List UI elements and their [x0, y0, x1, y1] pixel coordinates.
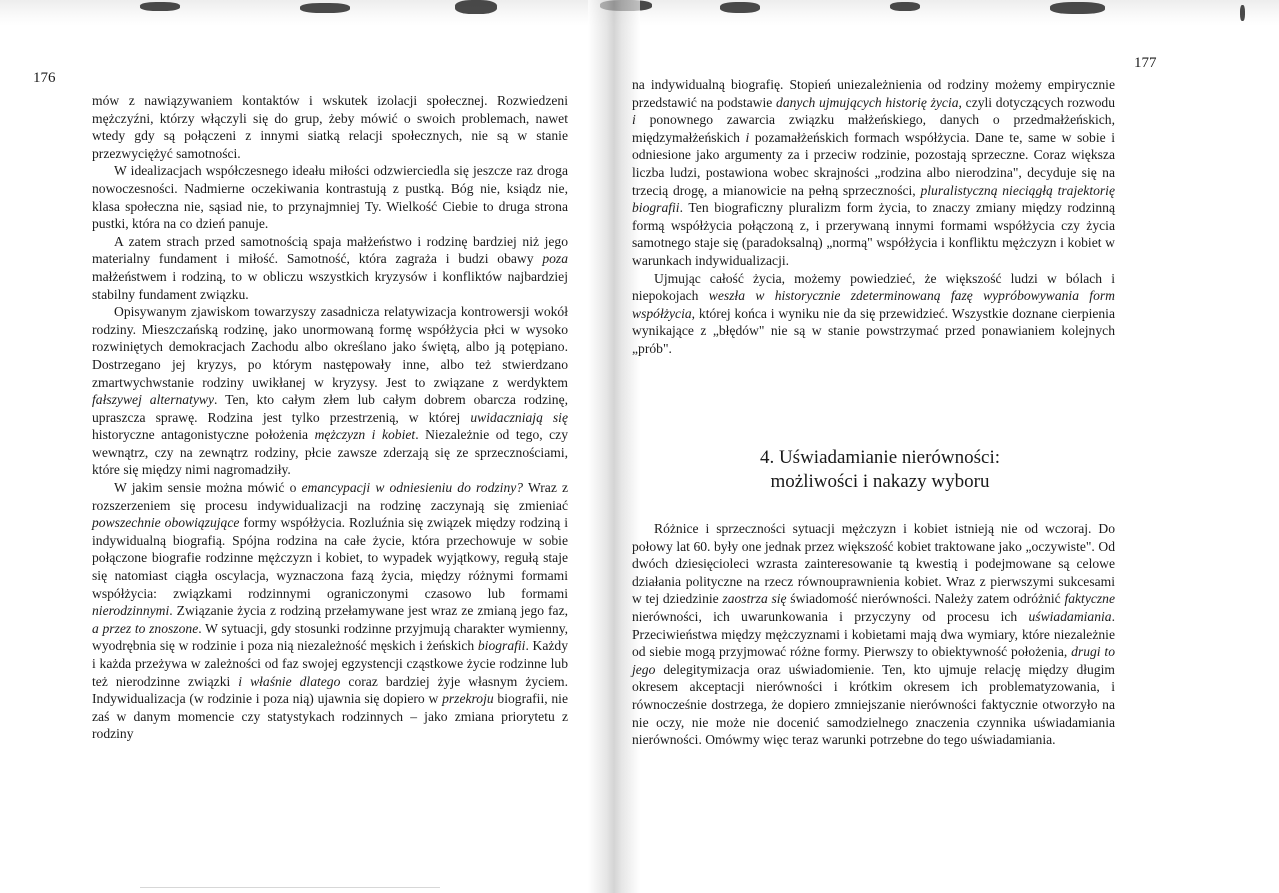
- text-run: . Przeciwieństwa między mężczyznami i kobietami mają dwa wymiary, które niezależnie od siebie mogą przyjmować różne formy. Pierwszy to obiektywność położenia,: [632, 608, 1115, 660]
- emphasized-text: uświadamiania: [1028, 608, 1112, 624]
- text-run: świadomość nierówności. Należy zatem odróżnić: [786, 591, 1065, 607]
- scan-mark: [720, 2, 760, 13]
- scan-mark: [1240, 5, 1245, 21]
- scan-mark: [455, 0, 497, 14]
- text-run: . W sytuacji, gdy stosunki rodzinne przyjmują charakter wymienny, wyodrębnia się w rodzinie i poza nią niezależność męskich i żeńskich: [92, 620, 569, 654]
- text-run: , której końca i wyniku nie da się przewidzieć. Wszystkie doznane cierpienia wynikające z „błędów" nie są w stanie powstrzymać przed ponawianiem kolejnych „prób".: [632, 305, 1115, 356]
- emphasized-text: zaostrza się: [722, 591, 787, 607]
- text-run: historyczne antagonistyczne położenia: [92, 427, 315, 443]
- text-run: W idealizacjach współczesnego ideału miłości odzwierciedla się jeszcze raz droga nowoczesności. Nadmierne oczekiwania kontrastują z pustką. Bóg nie, ksiądz nie, klasa społeczna nie, sąsiad nie, to przynajmniej Ty. Wielkość Ciebie to druga strona pustki, która na co dzień panuje.: [92, 163, 568, 232]
- section-heading: [676, 446, 1084, 494]
- emphasized-text: a przez to znoszone: [92, 620, 199, 636]
- emphasized-text: poza: [542, 251, 568, 267]
- paragraph: [92, 479, 568, 743]
- text-run: małżeństwem i rodziną, to w obliczu wszystkich kryzysów i konfliktów najbardziej stabilny fundament związku.: [92, 268, 568, 302]
- text-run: ponownego zawarcia związku małżeńskiego, danych o przedmałżeńskich, międzymałżeńskich: [632, 112, 1115, 145]
- scan-bottom-line: [140, 887, 440, 888]
- emphasized-text: pluralistyczną nieciągłą trajektorię biografii: [632, 182, 1115, 216]
- text-run: . Niezależnie od tego, czy wewnątrz, czy na zewnątrz rodziny, płcie zawsze zderzają się ze sprzecznościami, które się między nimi nagromadziły.: [92, 427, 569, 478]
- paragraph: [632, 520, 1115, 749]
- text-run: biografii, nie zaś w danym momencie czy statystykach rodzinnych – jako zmiana priorytetu z rodziny: [92, 691, 568, 742]
- text-run: A zatem strach przed samotnością spaja małżeństwo i rodzinę bardziej niż jego materialny fundament i miłość. Samotność, która zagraża i budzi obawy: [92, 233, 568, 267]
- text-run: . Ten biograficzny pluralizm form życia, to znaczy zmiany między rodzinną formą współżycia połączoną z, i przerywaną innymi formami współżycia czy życia samotnego staje się (paradoksalną) „normą" współżycia i konfliktu mężczyzn i kobiet w warunkach indywidualizacji.: [632, 200, 1115, 268]
- right-page-text-bottom: [632, 520, 1115, 749]
- paragraph: [92, 162, 568, 232]
- paragraph: [92, 303, 568, 479]
- scan-mark: [300, 3, 350, 13]
- left-page-number: 176: [33, 70, 56, 86]
- emphasized-text: drugi to jego: [632, 644, 1115, 677]
- scan-mark: [140, 2, 180, 11]
- text-run: pozamałżeńskich formach współżycia. Dane te, same w sobie i odniesione jako argumenty za i przeciw rodzinie, pozostają sprzeczne. Coraz większa liczba ludzi, postawiona wobec skrajności „rodzina albo nierodzina", decyduje się na trzecią drogę, a mianowicie na pełną sprzeczności,: [632, 129, 1115, 198]
- text-run: . Każdy i każda przeżywa w zależności od faz swojej egzystencji cząstkowe życie rodzinne lub też nierodzinne związki: [92, 638, 568, 689]
- text-run: na indywidualną biografię. Stopień uniezależnienia od rodziny możemy empirycznie przedstawić na podstawie: [632, 77, 1115, 110]
- emphasized-text: powszechnie obowiązujące: [92, 515, 240, 531]
- right-page-number: 177: [1134, 55, 1157, 71]
- paragraph: [92, 233, 568, 303]
- emphasized-text: danych ujmujących historię życia: [776, 94, 959, 110]
- paragraph: [632, 270, 1115, 358]
- section-heading-line2: możliwości i nakazy wyboru: [770, 471, 990, 492]
- paragraph: [632, 76, 1115, 270]
- emphasized-text: i: [632, 112, 636, 128]
- emphasized-text: fałszywej alternatywy: [92, 392, 214, 408]
- scan-mark: [890, 2, 920, 11]
- right-page-text-top: [632, 76, 1115, 358]
- text-run: delegitymizacja oraz uświadomienie. Ten, kto ujmuje relację między długim okresem akceptacji nierówności i krótkim okresem ich problematyzowania, i równocześnie dostrzega, że dopiero zmniejszanie nierówności faktycznie otworzyło na nie oczy, nie może nie docenić samodzielnego znaczenia czynnika uświadamiania nierówności. Omówmy więc teraz warunki potrzebne do tego uświadamiania.: [632, 661, 1115, 748]
- emphasized-text: uwidaczniają się: [470, 409, 568, 425]
- emphasized-text: faktyczne: [1064, 591, 1116, 607]
- text-run: formy współżycia. Rozluźnia się związek między rodziną i indywidualną biografią. Spójna rodzina na całe życie, która przechowuje w sobie połączone biografie rodzinne mężczyzn i kobiet, to wypadek wyjątkowy, regułą staje się natomiast ciągła oscylacja, wyznaczona fazą życia, między różnymi formami współżycia: związkami rodzinnymi ograniczonymi czasowo lub formami: [92, 515, 569, 601]
- left-page-text: [92, 92, 568, 743]
- scan-mark: [1050, 2, 1105, 14]
- emphasized-text: biografii: [477, 638, 526, 654]
- emphasized-text: przekroju: [442, 691, 494, 707]
- text-run: . Ten, kto całym złem lub całym dobrem obarcza rodzinę, upraszcza sprawę. Rodzina jest tylko przestrzenią, w której: [92, 392, 568, 425]
- paragraph: [92, 92, 568, 162]
- text-run: W jakim sensie można mówić o: [114, 480, 302, 496]
- emphasized-text: emancypacji w odniesieniu do rodziny?: [301, 480, 524, 496]
- emphasized-text: i właśnie dlatego: [238, 673, 341, 689]
- text-run: , czyli dotyczących rozwodu: [958, 94, 1115, 110]
- text-run: Wraz z rozszerzeniem się procesu indywidualizacji na rodzinę zaczynają się zmieniać: [92, 480, 568, 513]
- emphasized-text: mężczyzn i kobiet: [314, 427, 416, 443]
- text-run: Ujmując całość życia, możemy powiedzieć, że większość ludzi w bólach i niepokojach: [632, 270, 1115, 304]
- text-run: nierówności, ich uwarunkowania i przyczyny od procesu ich: [632, 608, 1029, 624]
- text-run: Opisywanym zjawiskom towarzyszy zasadnicza relatywizacja kontrowersji wokół rodziny. Mieszczańską rodzinę, jako unormowaną formę współżycia płci w wysoko rozwiniętych demokracjach Zachodu albo określano jako świętą, albo ją potępiano. Dostrzegano jej kryzys, po którym następowały inne, albo też stwierdzano zmartwychwstanie rodziny uwikłanej w kryzysy. Jest to związane z werdyktem: [92, 304, 568, 390]
- text-run: mów z nawiązywaniem kontaktów i wskutek izolacji społecznej. Rozwiedzeni mężczyźni, którzy włączyli się do grup, żeby mówić o swoich problemach, nawet wtedy gdy są połączeni z innymi siatką relacji społecznych, nie są w stanie przezwyciężyć samotności.: [92, 93, 568, 161]
- text-run: coraz bardziej żyje własnym życiem. Indywidualizacja (w rodzinie i poza nią) ujawnia się dopiero w: [92, 673, 568, 707]
- emphasized-text: nierodzinnymi: [92, 603, 170, 619]
- text-run: . Związanie życia z rodziną przełamywane jest wraz ze zmianą jego faz,: [169, 603, 568, 619]
- emphasized-text: weszła w historycznie zdeterminowaną fazę wypróbowywania form współżycia: [632, 288, 1115, 321]
- section-heading-line1: 4. Uświadamianie nierówności:: [759, 447, 1001, 468]
- emphasized-text: i: [745, 129, 750, 145]
- text-run: Różnice i sprzeczności sytuacji mężczyzn i kobiet istnieją nie od wczoraj. Do połowy lat 60. były one jednak przez większość kobiet traktowane jako „oczywiste". Od dwóch dziesięcioleci wzrasta zainteresowanie tą kwestią i podejmowane są celowe działania polityczne na rzecz równouprawnienia kobiet. Wraz z pierwszymi sukcesami w tej dziedzinie: [632, 521, 1115, 607]
